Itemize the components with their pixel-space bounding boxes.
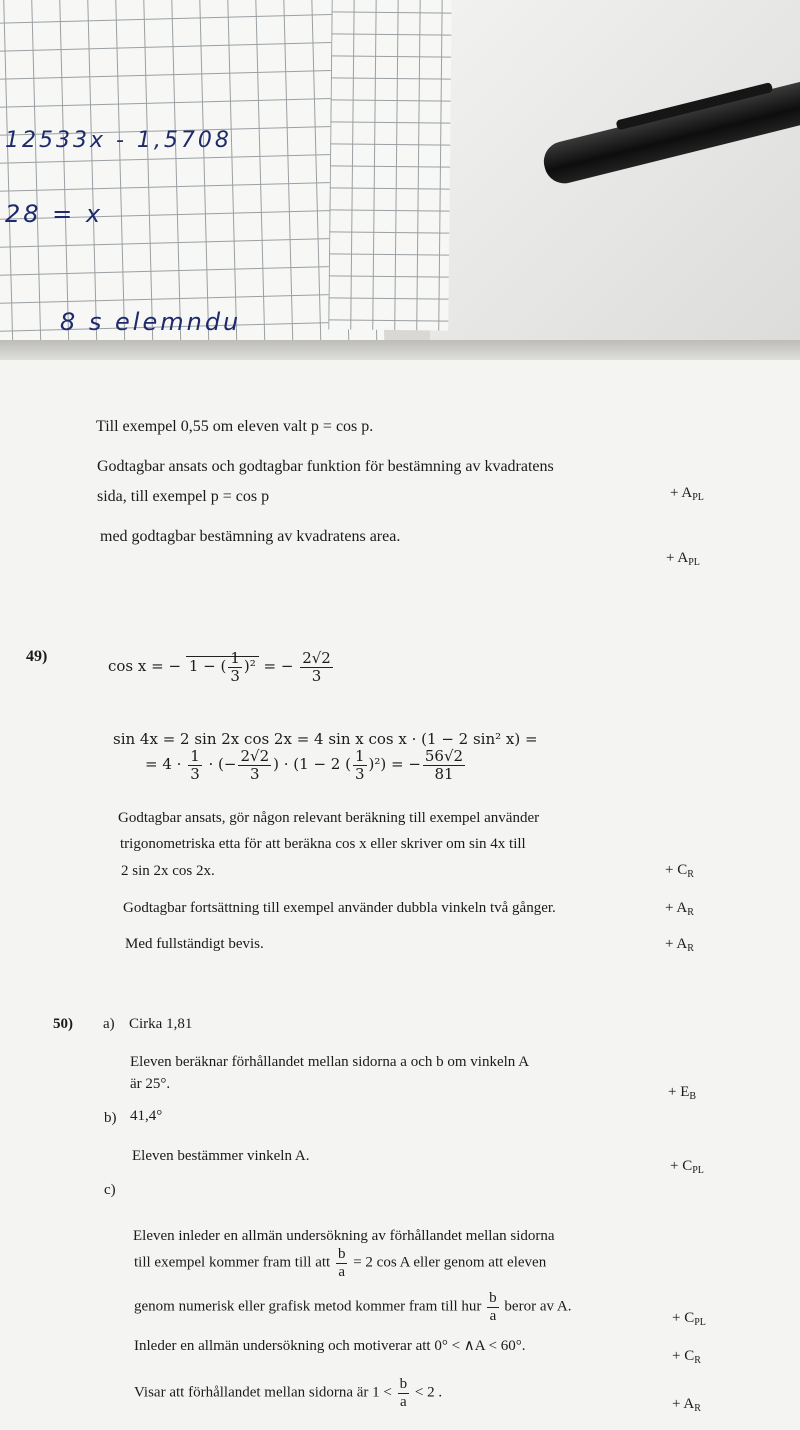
top-text-2: Godtagbar ansats och godtagbar funktion för bestämning av kvadratens bbox=[97, 458, 554, 475]
q50-a-text-1: Eleven beräknar förhållandet mellan sidorna a och b om vinkeln A bbox=[130, 1054, 530, 1070]
q50-a-answer: Cirka 1,81 bbox=[129, 1016, 193, 1032]
question-50-number: 50) bbox=[53, 1016, 73, 1032]
q50-c-text-3: genom numerisk eller grafisk metod kommer fram till hur $\frac{b}{a}$ beror av A. bbox=[134, 1290, 572, 1324]
q50-c-text-5: Visar att förhållandet mellan sidorna är 1 < $\frac{b}{a}$ < 2 . bbox=[134, 1376, 443, 1410]
q50-b-answer: 41,4° bbox=[130, 1108, 163, 1124]
top-text-4: med godtagbar bestämning av kvadratens area. bbox=[100, 528, 401, 545]
q49-equation-1: cos x = − 1 − ( $\frac{1}{3}$ )² = − $\frac{2√2}{3}$ bbox=[108, 649, 331, 685]
q50-c-text-1: Eleven inleder en allmän undersökning av förhållandet mellan sidorna bbox=[133, 1228, 555, 1244]
q49-equation-3: = 4 · $\frac{1}{3}$ · (− $\frac{2√2}{3}$ ) · (1 − 2 ( $\frac{1}{3}$ )²) = − $\frac{56√2}{81}$ bbox=[145, 747, 464, 783]
q50-c-text-2: till exempel kommer fram till att $\frac{b}{a}$ = 2 cos A eller genom att eleven bbox=[134, 1246, 547, 1280]
q50-c-points-1: + $C_{PL}$ bbox=[672, 1310, 706, 1328]
q49-text-5: Med fullständigt bevis. bbox=[125, 936, 264, 952]
top-text-1: Till exempel 0,55 om eleven valt p = cos p. bbox=[96, 418, 374, 435]
q49-points-2: + $A_R$ bbox=[665, 900, 694, 918]
q49-text-1: Godtagbar ansats, gör någon relevant beräkning till exempel använder bbox=[118, 810, 540, 826]
q50-c-points-3: + $A_R$ bbox=[672, 1396, 701, 1414]
points-top-2: + $A_{PL}$ bbox=[666, 550, 700, 568]
fraction-b-over-a: $\frac{b}{a}$ bbox=[337, 1246, 346, 1280]
q50-c-label: c) bbox=[104, 1182, 116, 1198]
q50-a-text-2: är 25°. bbox=[130, 1076, 171, 1092]
fraction-b-over-a-2: $\frac{b}{a}$ bbox=[489, 1290, 497, 1324]
top-text-3: sida, till exempel p = cos p bbox=[97, 488, 270, 505]
q49-text-4: Godtagbar fortsättning till exempel använder dubbla vinkeln två gånger. bbox=[123, 900, 556, 916]
handwriting-line-1: 12533x - 1,5708 bbox=[5, 128, 232, 153]
q50-a-label: a) bbox=[103, 1016, 115, 1032]
q50-a-points: + $E_B$ bbox=[668, 1084, 697, 1102]
q50-c-text-4: Inleder en allmän undersökning och motiverar att 0° < ∧A < 60°. bbox=[134, 1338, 526, 1354]
handwriting-line-2: 28 = x bbox=[5, 200, 104, 228]
points-top-1: + $A_{PL}$ bbox=[670, 485, 704, 503]
handwriting-line-3: 8 s elemndu bbox=[60, 308, 242, 336]
q50-b-label: b) bbox=[104, 1110, 117, 1126]
q50-c-points-2: + $C_R$ bbox=[672, 1348, 701, 1366]
fraction-b-over-a-3: $\frac{b}{a}$ bbox=[399, 1376, 408, 1410]
q49-equation-2: sin 4x = 2 sin 2x cos 2x = 4 sin x cos x · (1 − 2 sin² x) = bbox=[113, 730, 538, 748]
q49-text-2: trigonometriska etta för att beräkna cos x eller skriver om sin 4x till bbox=[120, 836, 526, 852]
question-49-number: 49) bbox=[26, 648, 48, 665]
q50-b-text: Eleven bestämmer vinkeln A. bbox=[132, 1148, 310, 1164]
q49-points-1: + $C_R$ bbox=[665, 862, 694, 880]
q49-text-3: 2 sin 2x cos 2x. bbox=[121, 863, 215, 879]
grid-paper-strip bbox=[328, 0, 452, 331]
q50-b-points: + $C_{PL}$ bbox=[670, 1158, 704, 1176]
q49-points-3: + $A_R$ bbox=[665, 936, 694, 954]
